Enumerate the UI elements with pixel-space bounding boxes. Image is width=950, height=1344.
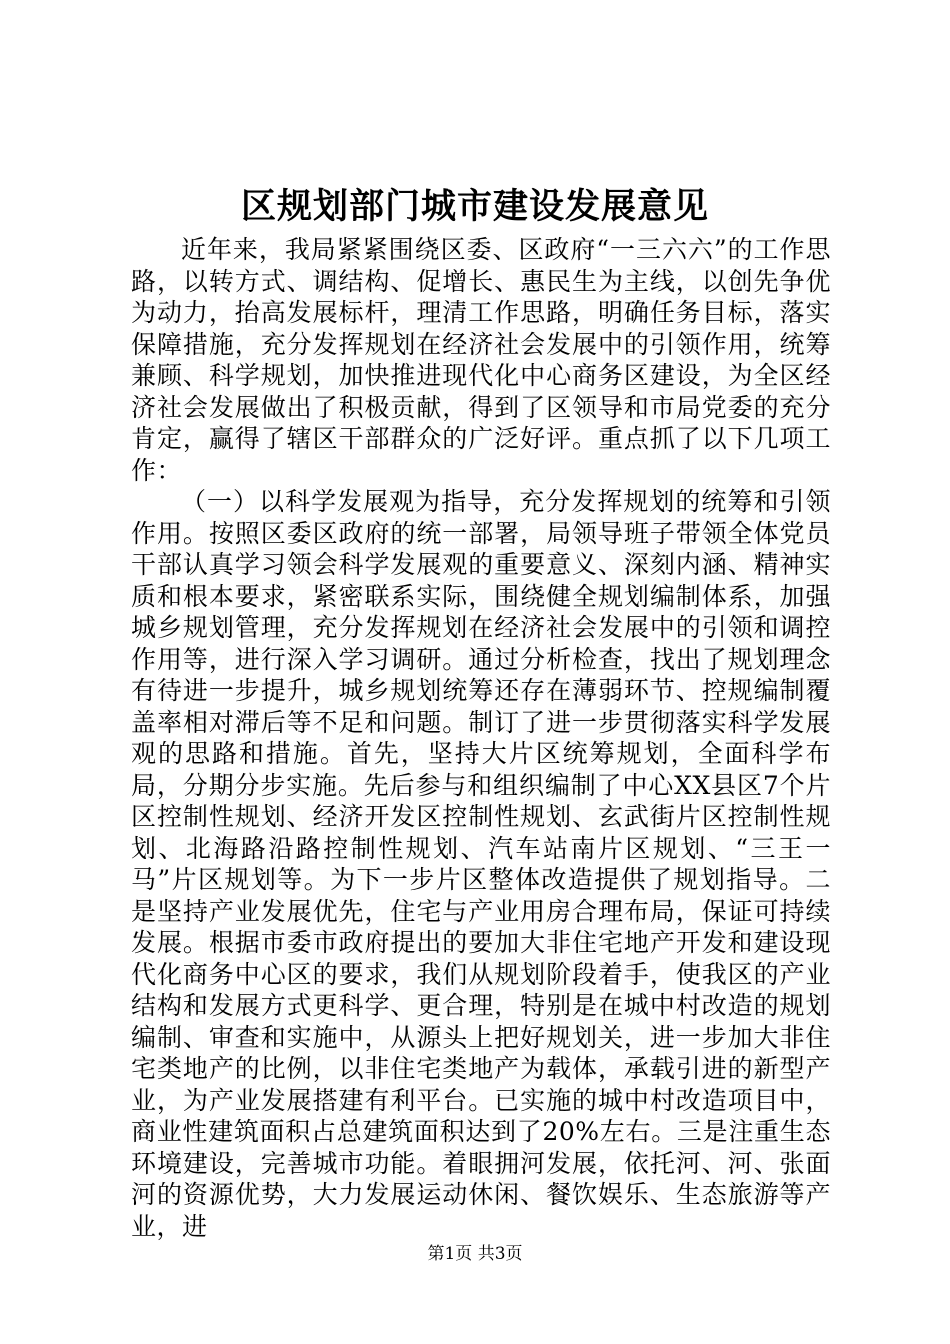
document-body bbox=[131, 234, 831, 1242]
paragraph-section-one: （一）以科学发展观为指导，充分发挥规划的统筹和引领作用。按照区委区政府的统一部署，局领导班子带领全体党员干部认真学习领会科学发展观的重要意义、深刻内涵、精神实质和根本要求，紧密联系实际，围绕健全规划编制体系，加强城乡规划管理，充分发挥规划在经济社会发展中的引领和调控作用等，进行深入学习调研。通过分析检查，找出了规划理念有待进一步提升，城乡规划统筹还存在薄弱环节、控规编制覆盖率相对滞后等不足和问题。制订了进一步贯彻落实科学发展观的思路和措施。首先，坚持大片区统筹规划，全面科学布局，分期分步实施。先后参与和组织编制了中心XX县区7个片区控制性规划、经济开发区控制性规划、玄武街片区控制性规划、北海路沿路控制性规划、汽车站南片区规划、“三王一马”片区规划等。为下一步片区整体改造提供了规划指导。二是坚持产业发展优先，住宅与产业用房合理布局，保证可持续发展。根据市委市政府提出的要加大非住宅地产开发和建设现代化商务中心区的要求，我们从规划阶段着手，使我区的产业结构和发展方式更科学、更合理，特别是在城中村改造的规划编制、审查和实施中，从源头上把好规划关，进一步加大非住宅类地产的比例，以非住宅类地产为载体，承载引进的新型产业，为产业发展搭建有利平台。已实施的城中村改造项目中，商业性建筑面积占总建筑面积达到了20%左右。三是注重生态环境建设，完善城市功能。着眼拥河发展，依托河、河、张面河的资源优势，大力发展运动休闲、餐饮娱乐、生态旅游等产业，进 bbox=[131, 487, 831, 1241]
page-number: 第1页 共3页 bbox=[427, 1244, 523, 1264]
paragraph-intro: 近年来，我局紧紧围绕区委、区政府“一三六六”的工作思路，以转方式、调结构、促增长、惠民生为主线，以创先争优为动力，抬高发展标杆，理清工作思路，明确任务目标，落实保障措施，充分发挥规划在经济社会发展中的引领作用，统筹兼顾、科学规划，加快推进现代化中心商务区建设，为全区经济社会发展做出了积极贡献，得到了区领导和市局党委的充分肯定，赢得了辖区干部群众的广泛好评。重点抓了以下几项工作： bbox=[131, 235, 831, 485]
document-title: 区规划部门城市建设发展意见 bbox=[240, 186, 709, 227]
